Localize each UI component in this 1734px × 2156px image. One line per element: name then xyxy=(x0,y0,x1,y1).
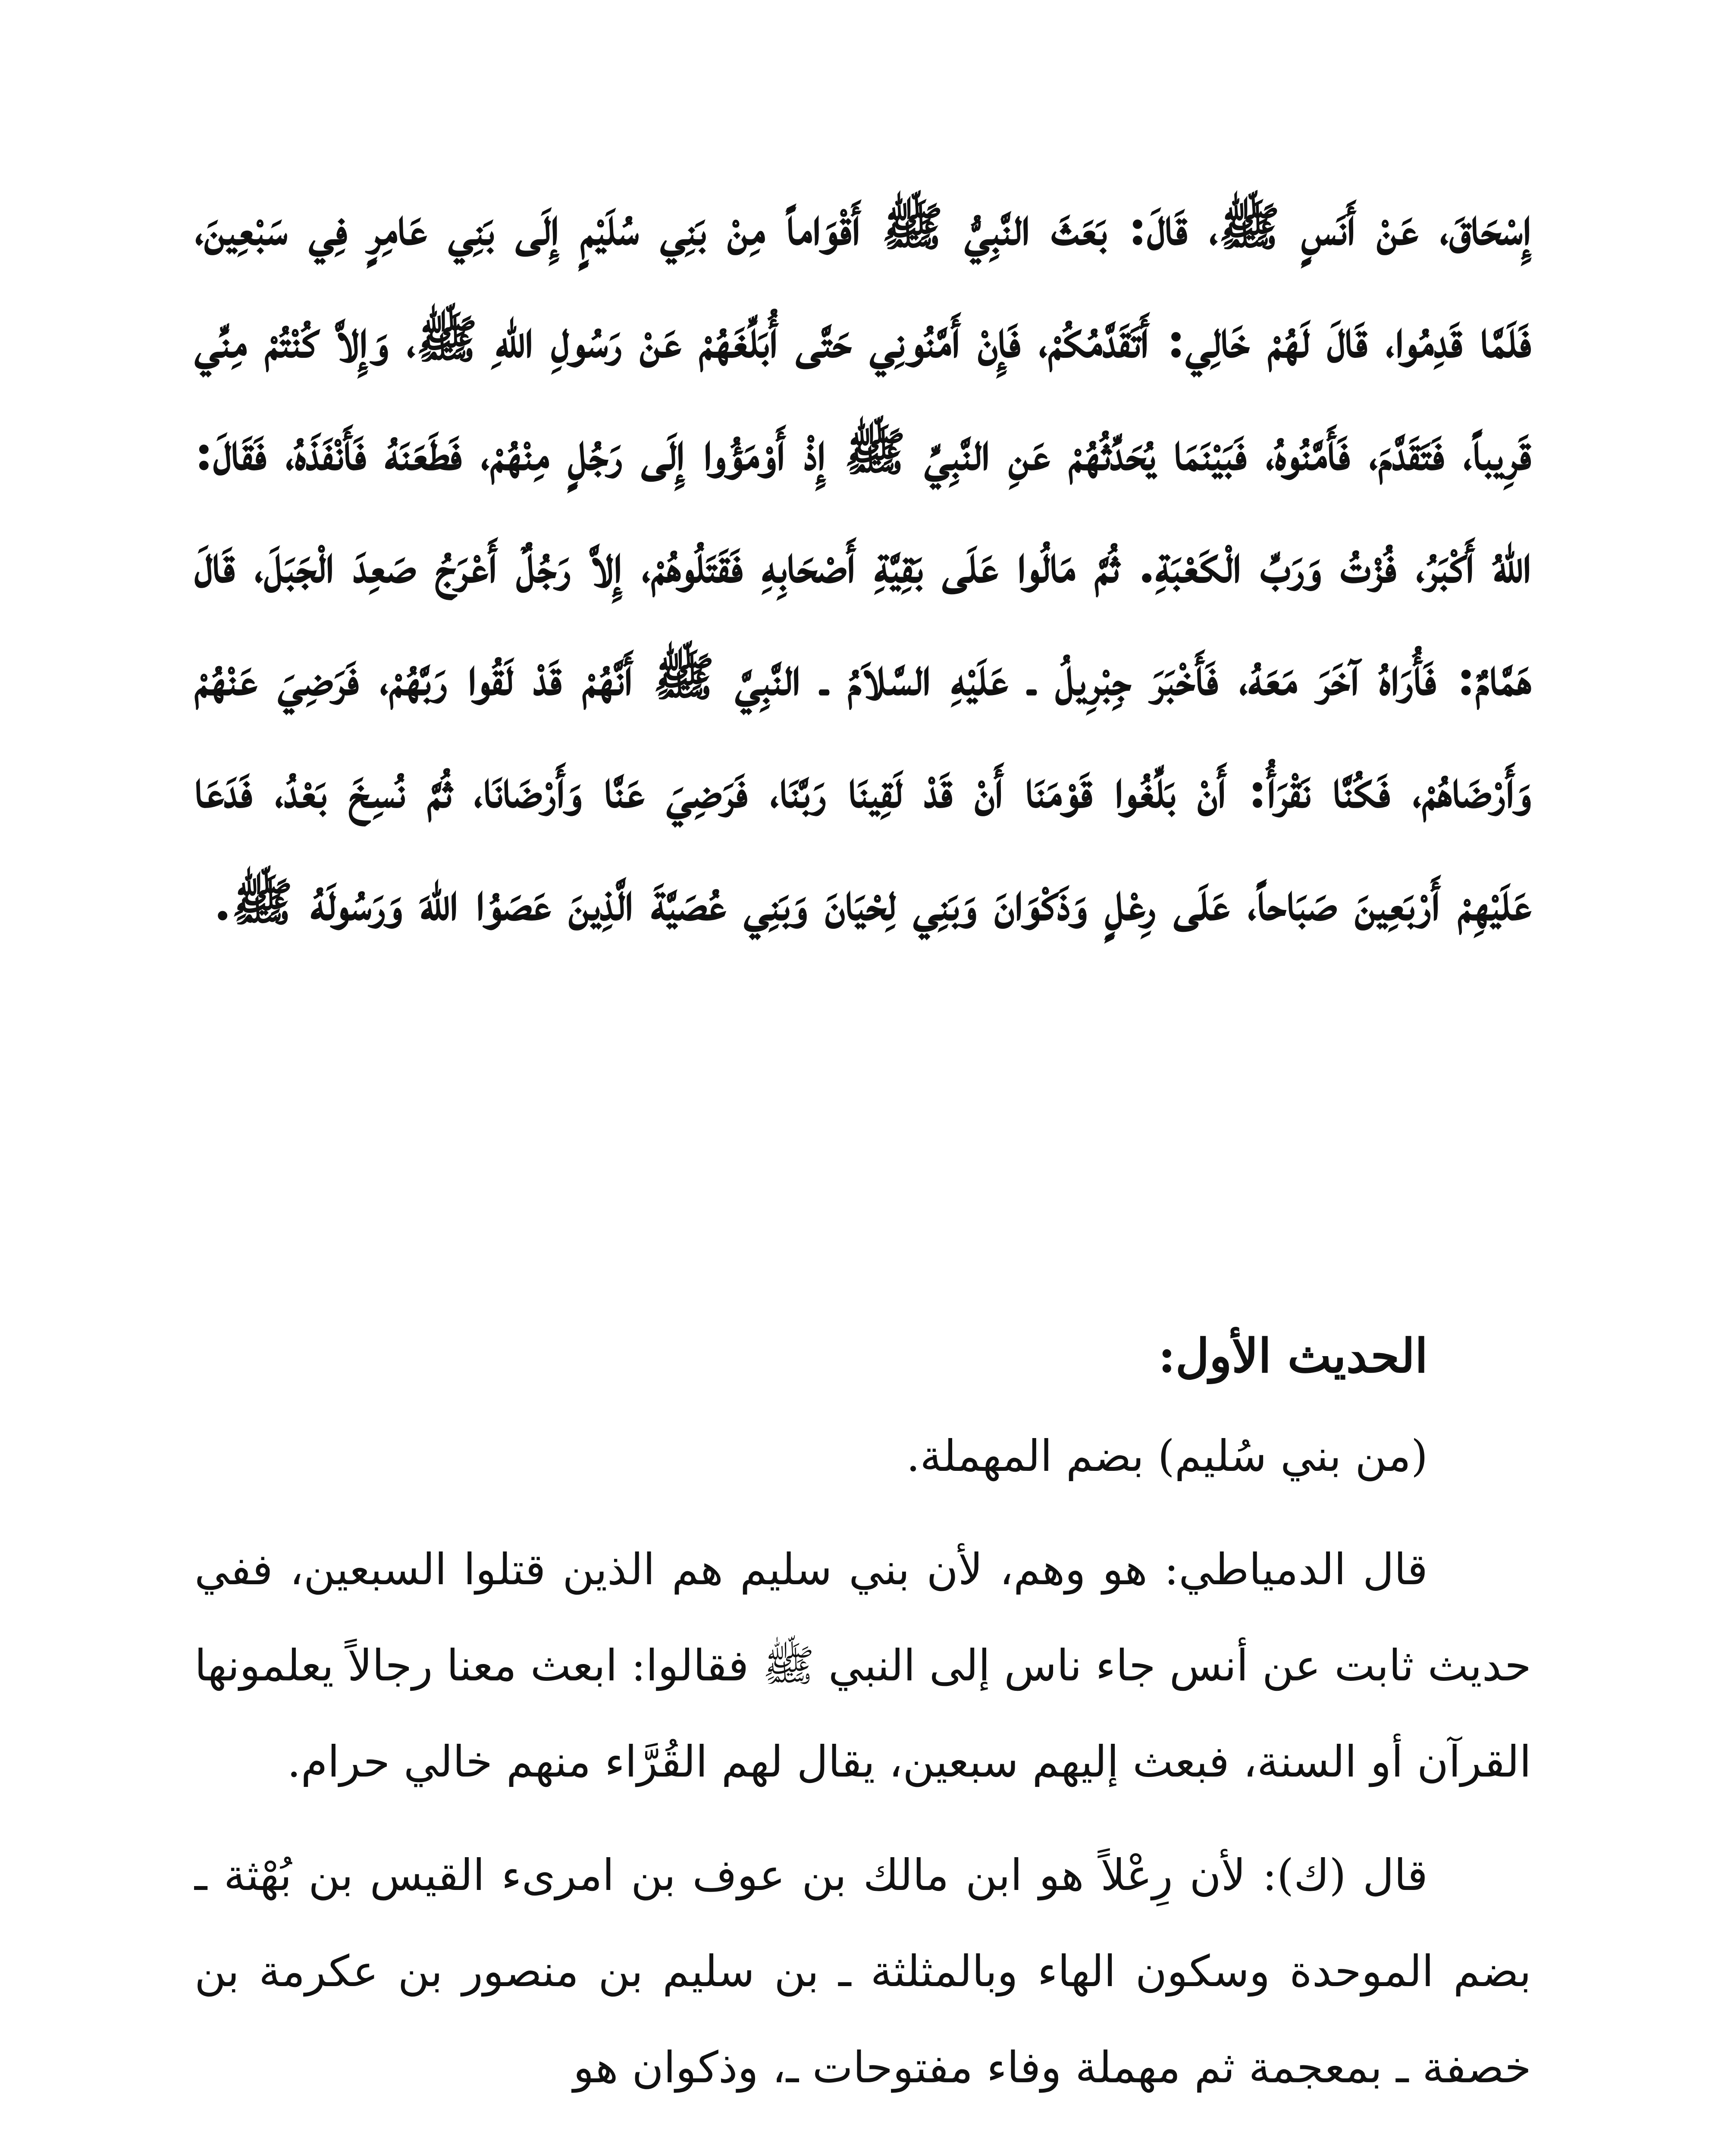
commentary-section xyxy=(194,1317,1531,2115)
hadith-text: إِسْحَاقَ، عَنْ أَنَسٍ ﷺ، قَالَ: بَعَثَ النَّبِيُّ ﷺ أَقْوَاماً مِنْ بَنِي سُلَيْمٍ إِلَى بَنِي عَامِرٍ فِي سَبْعِينَ، فَلَمَّا قَدِمُوا، قَالَ لَهُمْ خَالِي: أَتَقَدَّمُكُمْ، فَإِنْ أَمَّنُونِي حَتَّى أُبَلِّغَهُمْ عَنْ رَسُولِ اللهِ ﷺ، وَإِلاَّ كُنْتُمْ مِنِّي قَرِيباً، فَتَقَدَّمَ، فَأَمَّنُوهُ، فَبَيْنَمَا يُحَدِّثُهُمْ عَنِ النَّبِيِّ ﷺ إِذْ أَوْمَؤُوا إِلَى رَجُلٍ مِنْهُمْ، فَطَعَنَهُ فَأَنْفَذَهُ، فَقَالَ: اللهُ أَكْبَرُ، فُزْتُ وَرَبِّ الْكَعْبَةِ. ثُمَّ مَالُوا عَلَى بَقِيَّةِ أَصْحَابِهِ فَقَتَلُوهُمْ، إِلاَّ رَجُلٌ أَعْرَجُ صَعِدَ الْجَبَلَ، قَالَ هَمَّامٌ: فَأُرَاهُ آخَرَ مَعَهُ، فَأَخْبَرَ جِبْرِيلُ ـ عَلَيْهِ السَّلاَمُ ـ النَّبِيَّ ﷺ أَنَّهُمْ قَدْ لَقُوا رَبَّهُمْ، فَرَضِيَ عَنْهُمْ وَأَرْضَاهُمْ، فَكُنَّا نَقْرَأُ: أَنْ بَلِّغُوا قَوْمَنَا أَنْ قَدْ لَقِينَا رَبَّنَا، فَرَضِيَ عَنَّا وَأَرْضَانَا، ثُمَّ نُسِخَ بَعْدُ، فَدَعَا عَلَيْهِمْ أَرْبَعِينَ صَبَاحاً، عَلَى رِعْلٍ وَذَكْوَانَ وَبَنِي لِحْيَانَ وَبَنِي عُصَيَّةَ الَّذِينَ عَصَوُا اللهَ وَرَسُولَهُ ﷺ. xyxy=(194,197,1531,932)
commentary-paragraph-3: قال (ك): لأن رِعْلاً هو ابن مالك بن عوف بن امرىء القيس بن بُهْثة ـ بضم الموحدة وسكون الهاء وبالمثلثة ـ بن سليم بن منصور بن عكرمة بن خصفة ـ بمعجمة ثم مهملة وفاء مفتوحات ـ، وذكوان هو xyxy=(194,1850,1531,2093)
commentary-paragraph-1: (من بني سُليم) بضم المهملة. xyxy=(906,1431,1428,1481)
commentary-paragraph-2: قال الدمياطي: هو وهم، لأن بني سليم هم الذين قتلوا السبعين، ففي حديث ثابت عن أنس جاء ناس إلى النبي ﷺ فقالوا: ابعث معنا رجالاً يعلمونها القرآن أو السنة، فبعث إليهم سبعين، يقال لهم القُرَّاء منهم خالي حرام. xyxy=(194,1544,1531,1787)
section-heading: الحديث الأول: xyxy=(1158,1329,1428,1383)
